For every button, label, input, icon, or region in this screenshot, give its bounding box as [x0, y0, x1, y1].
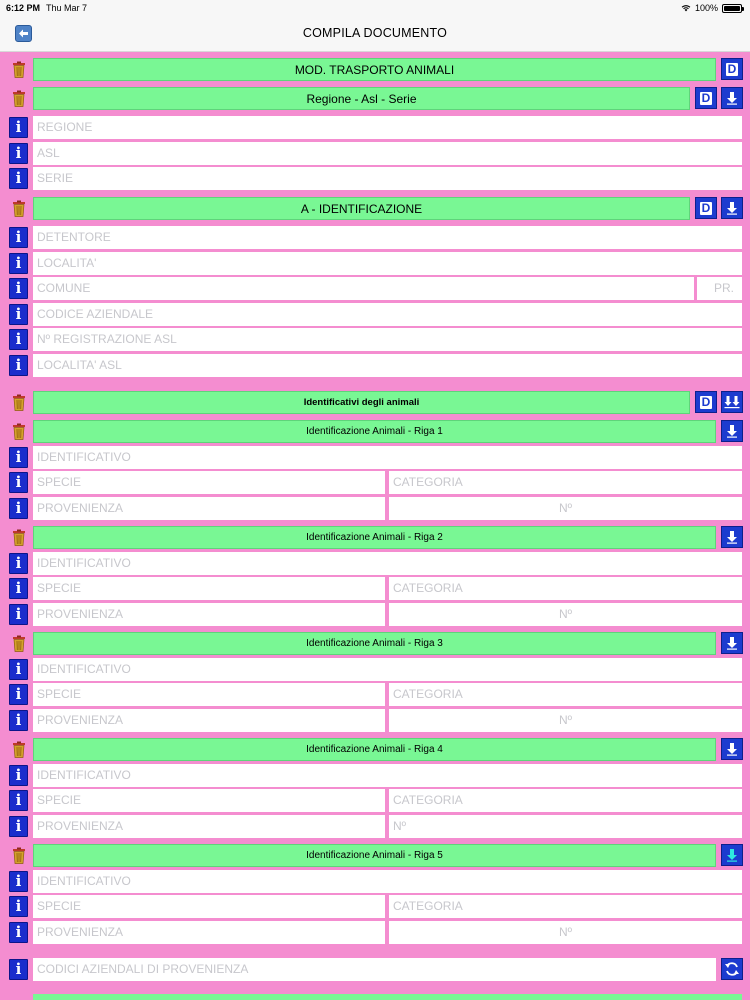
download-arrow-icon	[726, 201, 738, 215]
section-riga-5	[0, 844, 750, 867]
trash-icon	[12, 90, 26, 107]
info-button[interactable]: i	[9, 578, 28, 599]
serie-row	[0, 167, 750, 190]
specie-field-5[interactable]: SPECIE	[33, 895, 385, 918]
provenienza-field-5[interactable]: PROVENIENZA	[33, 921, 385, 944]
section-regione	[0, 87, 750, 110]
download-arrow-icon	[726, 636, 738, 650]
identificativo-row-4	[0, 764, 750, 787]
section-header-riga-2: Identificazione Animali - Riga 2	[33, 526, 716, 549]
specie-row-5	[0, 895, 750, 918]
delete-button[interactable]	[9, 88, 28, 109]
identificativo-row-5	[0, 870, 750, 893]
provenienza-row-4	[0, 815, 750, 838]
info-button[interactable]: i	[9, 227, 28, 248]
info-button[interactable]: i	[9, 447, 28, 468]
d-button[interactable]	[695, 391, 717, 413]
asl-row	[0, 142, 750, 165]
localita-field[interactable]: LOCALITA'	[33, 252, 742, 275]
next-section-header-partial	[33, 994, 742, 1000]
info-button[interactable]: i	[9, 472, 28, 493]
info-button[interactable]: i	[9, 143, 28, 164]
status-bar	[0, 0, 750, 16]
download-arrow-icon	[726, 848, 738, 862]
wifi-icon	[681, 4, 691, 12]
provincia-field[interactable]: PR.	[697, 277, 742, 300]
section-header-identificazione: A - IDENTIFICAZIONE	[33, 197, 690, 220]
numero-field-1[interactable]: Nº	[389, 497, 742, 520]
identificativo-row-3	[0, 658, 750, 681]
info-button[interactable]: i	[9, 304, 28, 325]
download-button[interactable]	[721, 632, 743, 654]
download-button[interactable]	[721, 738, 743, 760]
download-button[interactable]	[721, 420, 743, 442]
section-riga-3	[0, 632, 750, 655]
specie-field-2[interactable]: SPECIE	[33, 577, 385, 600]
info-button[interactable]: i	[9, 710, 28, 731]
provenienza-field-3[interactable]: PROVENIENZA	[33, 709, 385, 732]
categoria-field-2[interactable]: CATEGORIA	[389, 577, 742, 600]
regione-field[interactable]: REGIONE	[33, 116, 742, 139]
section-header-riga-1: Identificazione Animali - Riga 1	[33, 420, 716, 443]
trash-icon	[12, 741, 26, 758]
download-button[interactable]	[721, 844, 743, 866]
download-all-button[interactable]	[721, 391, 743, 413]
d-button-label: D	[701, 90, 711, 105]
info-button[interactable]: i	[9, 684, 28, 705]
section-header-identificativi: Identificativi degli animali	[33, 391, 690, 414]
refresh-button[interactable]	[721, 958, 743, 980]
d-button-label: D	[701, 200, 711, 215]
trash-icon	[12, 200, 26, 217]
info-button[interactable]: i	[9, 816, 28, 837]
info-button[interactable]: i	[9, 922, 28, 943]
trash-icon	[12, 529, 26, 546]
comune-row	[0, 277, 750, 300]
provenienza-field-1[interactable]: PROVENIENZA	[33, 497, 385, 520]
specie-field-1[interactable]: SPECIE	[33, 471, 385, 494]
d-button-label: D	[701, 394, 711, 409]
delete-button[interactable]	[9, 527, 28, 548]
section-riga-4	[0, 738, 750, 761]
specie-field-3[interactable]: SPECIE	[33, 683, 385, 706]
download-arrow-icon	[726, 742, 738, 756]
section-riga-2	[0, 526, 750, 549]
categoria-field-4[interactable]: CATEGORIA	[389, 789, 742, 812]
provenienza-field-4[interactable]: PROVENIENZA	[33, 815, 385, 838]
battery-percent: 100%	[694, 3, 718, 13]
info-button[interactable]: i	[9, 498, 28, 519]
trash-icon	[12, 847, 26, 864]
identificativo-row-1	[0, 446, 750, 469]
comune-field[interactable]: COMUNE	[33, 277, 694, 300]
info-button[interactable]: i	[9, 896, 28, 917]
d-button[interactable]	[695, 197, 717, 219]
identificativo-field-3[interactable]: IDENTIFICATIVO	[33, 658, 742, 681]
status-time: 6:12 PM	[6, 3, 41, 13]
localita-asl-row	[0, 354, 750, 377]
trash-icon	[12, 394, 26, 411]
identificativo-field-4[interactable]: IDENTIFICATIVO	[33, 764, 742, 787]
info-button[interactable]: i	[9, 871, 28, 892]
info-button[interactable]: i	[9, 329, 28, 350]
codici-aziendali-row	[0, 958, 750, 981]
delete-button[interactable]	[9, 421, 28, 442]
info-button[interactable]: i	[9, 168, 28, 189]
download-arrow-icon	[726, 530, 738, 544]
info-button[interactable]: i	[9, 117, 28, 138]
download-button[interactable]	[721, 526, 743, 548]
registrazione-asl-field[interactable]: Nº REGISTRAZIONE ASL	[33, 328, 742, 351]
detentore-field[interactable]: DETENTORE	[33, 226, 742, 249]
delete-button[interactable]	[9, 198, 28, 219]
registrazione-asl-row	[0, 328, 750, 351]
codice-aziendale-field[interactable]: CODICE AZIENDALE	[33, 303, 742, 326]
numero-field-4[interactable]: Nº	[389, 815, 742, 838]
delete-button[interactable]	[9, 633, 28, 654]
section-header-regione: Regione - Asl - Serie	[33, 87, 690, 110]
info-button[interactable]: i	[9, 355, 28, 376]
page-title: COMPILA DOCUMENTO	[302, 26, 448, 40]
categoria-field-5[interactable]: CATEGORIA	[389, 895, 742, 918]
section-mod	[0, 58, 750, 81]
download-arrow-icon	[726, 424, 738, 438]
trash-icon	[12, 635, 26, 652]
categoria-field-1[interactable]: CATEGORIA	[389, 471, 742, 494]
info-button[interactable]: i	[9, 959, 28, 980]
battery-icon	[722, 4, 742, 13]
download-button[interactable]	[721, 197, 743, 219]
provenienza-field-2[interactable]: PROVENIENZA	[33, 603, 385, 626]
section-header-mod: MOD. TRASPORTO ANIMALI	[33, 58, 716, 81]
section-header-riga-5: Identificazione Animali - Riga 5	[33, 844, 716, 867]
delete-button[interactable]	[9, 739, 28, 760]
info-button[interactable]: i	[9, 659, 28, 680]
info-button[interactable]: i	[9, 553, 28, 574]
double-download-arrow-icon	[724, 395, 740, 409]
section-riga-1	[0, 420, 750, 443]
categoria-field-3[interactable]: CATEGORIA	[389, 683, 742, 706]
d-button[interactable]	[695, 87, 717, 109]
trash-icon	[12, 61, 26, 78]
identificativo-field-1[interactable]: IDENTIFICATIVO	[33, 446, 742, 469]
nav-bar	[0, 16, 750, 52]
refresh-icon	[724, 961, 740, 977]
specie-row-4	[0, 789, 750, 812]
download-arrow-icon	[726, 91, 738, 105]
identificativo-field-2[interactable]: IDENTIFICATIVO	[33, 552, 742, 575]
regione-row	[0, 116, 750, 139]
section-header-riga-4: Identificazione Animali - Riga 4	[33, 738, 716, 761]
specie-row-1	[0, 471, 750, 494]
numero-field-5[interactable]: Nº	[389, 921, 742, 944]
provenienza-row-2	[0, 603, 750, 626]
section-identificativi	[0, 391, 750, 414]
codice-aziendale-row	[0, 303, 750, 326]
info-button[interactable]: i	[9, 278, 28, 299]
serie-field[interactable]: SERIE	[33, 167, 742, 190]
identificativo-field-5[interactable]: IDENTIFICATIVO	[33, 870, 742, 893]
codici-aziendali-field[interactable]: CODICI AZIENDALI DI PROVENIENZA	[33, 958, 716, 981]
d-button[interactable]	[721, 58, 743, 80]
download-button[interactable]	[721, 87, 743, 109]
delete-button[interactable]	[9, 392, 28, 413]
localita-row	[0, 252, 750, 275]
info-button[interactable]: i	[9, 765, 28, 786]
specie-field-4[interactable]: SPECIE	[33, 789, 385, 812]
section-header-riga-3: Identificazione Animali - Riga 3	[33, 632, 716, 655]
numero-field-2[interactable]: Nº	[389, 603, 742, 626]
status-right	[681, 0, 742, 16]
d-button-label: D	[727, 61, 737, 76]
provenienza-row-5	[0, 921, 750, 944]
asl-field[interactable]: ASL	[33, 142, 742, 165]
trash-icon	[12, 423, 26, 440]
info-button[interactable]: i	[9, 604, 28, 625]
section-identificazione	[0, 197, 750, 220]
detentore-row	[0, 226, 750, 249]
numero-field-3[interactable]: Nº	[389, 709, 742, 732]
status-date: Thu Mar 7	[46, 3, 88, 13]
provenienza-row-1	[0, 497, 750, 520]
specie-row-3	[0, 683, 750, 706]
localita-asl-field[interactable]: LOCALITA' ASL	[33, 354, 742, 377]
delete-button[interactable]	[9, 59, 28, 80]
info-button[interactable]: i	[9, 253, 28, 274]
specie-row-2	[0, 577, 750, 600]
delete-button[interactable]	[9, 845, 28, 866]
identificativo-row-2	[0, 552, 750, 575]
info-button[interactable]: i	[9, 790, 28, 811]
provenienza-row-3	[0, 709, 750, 732]
